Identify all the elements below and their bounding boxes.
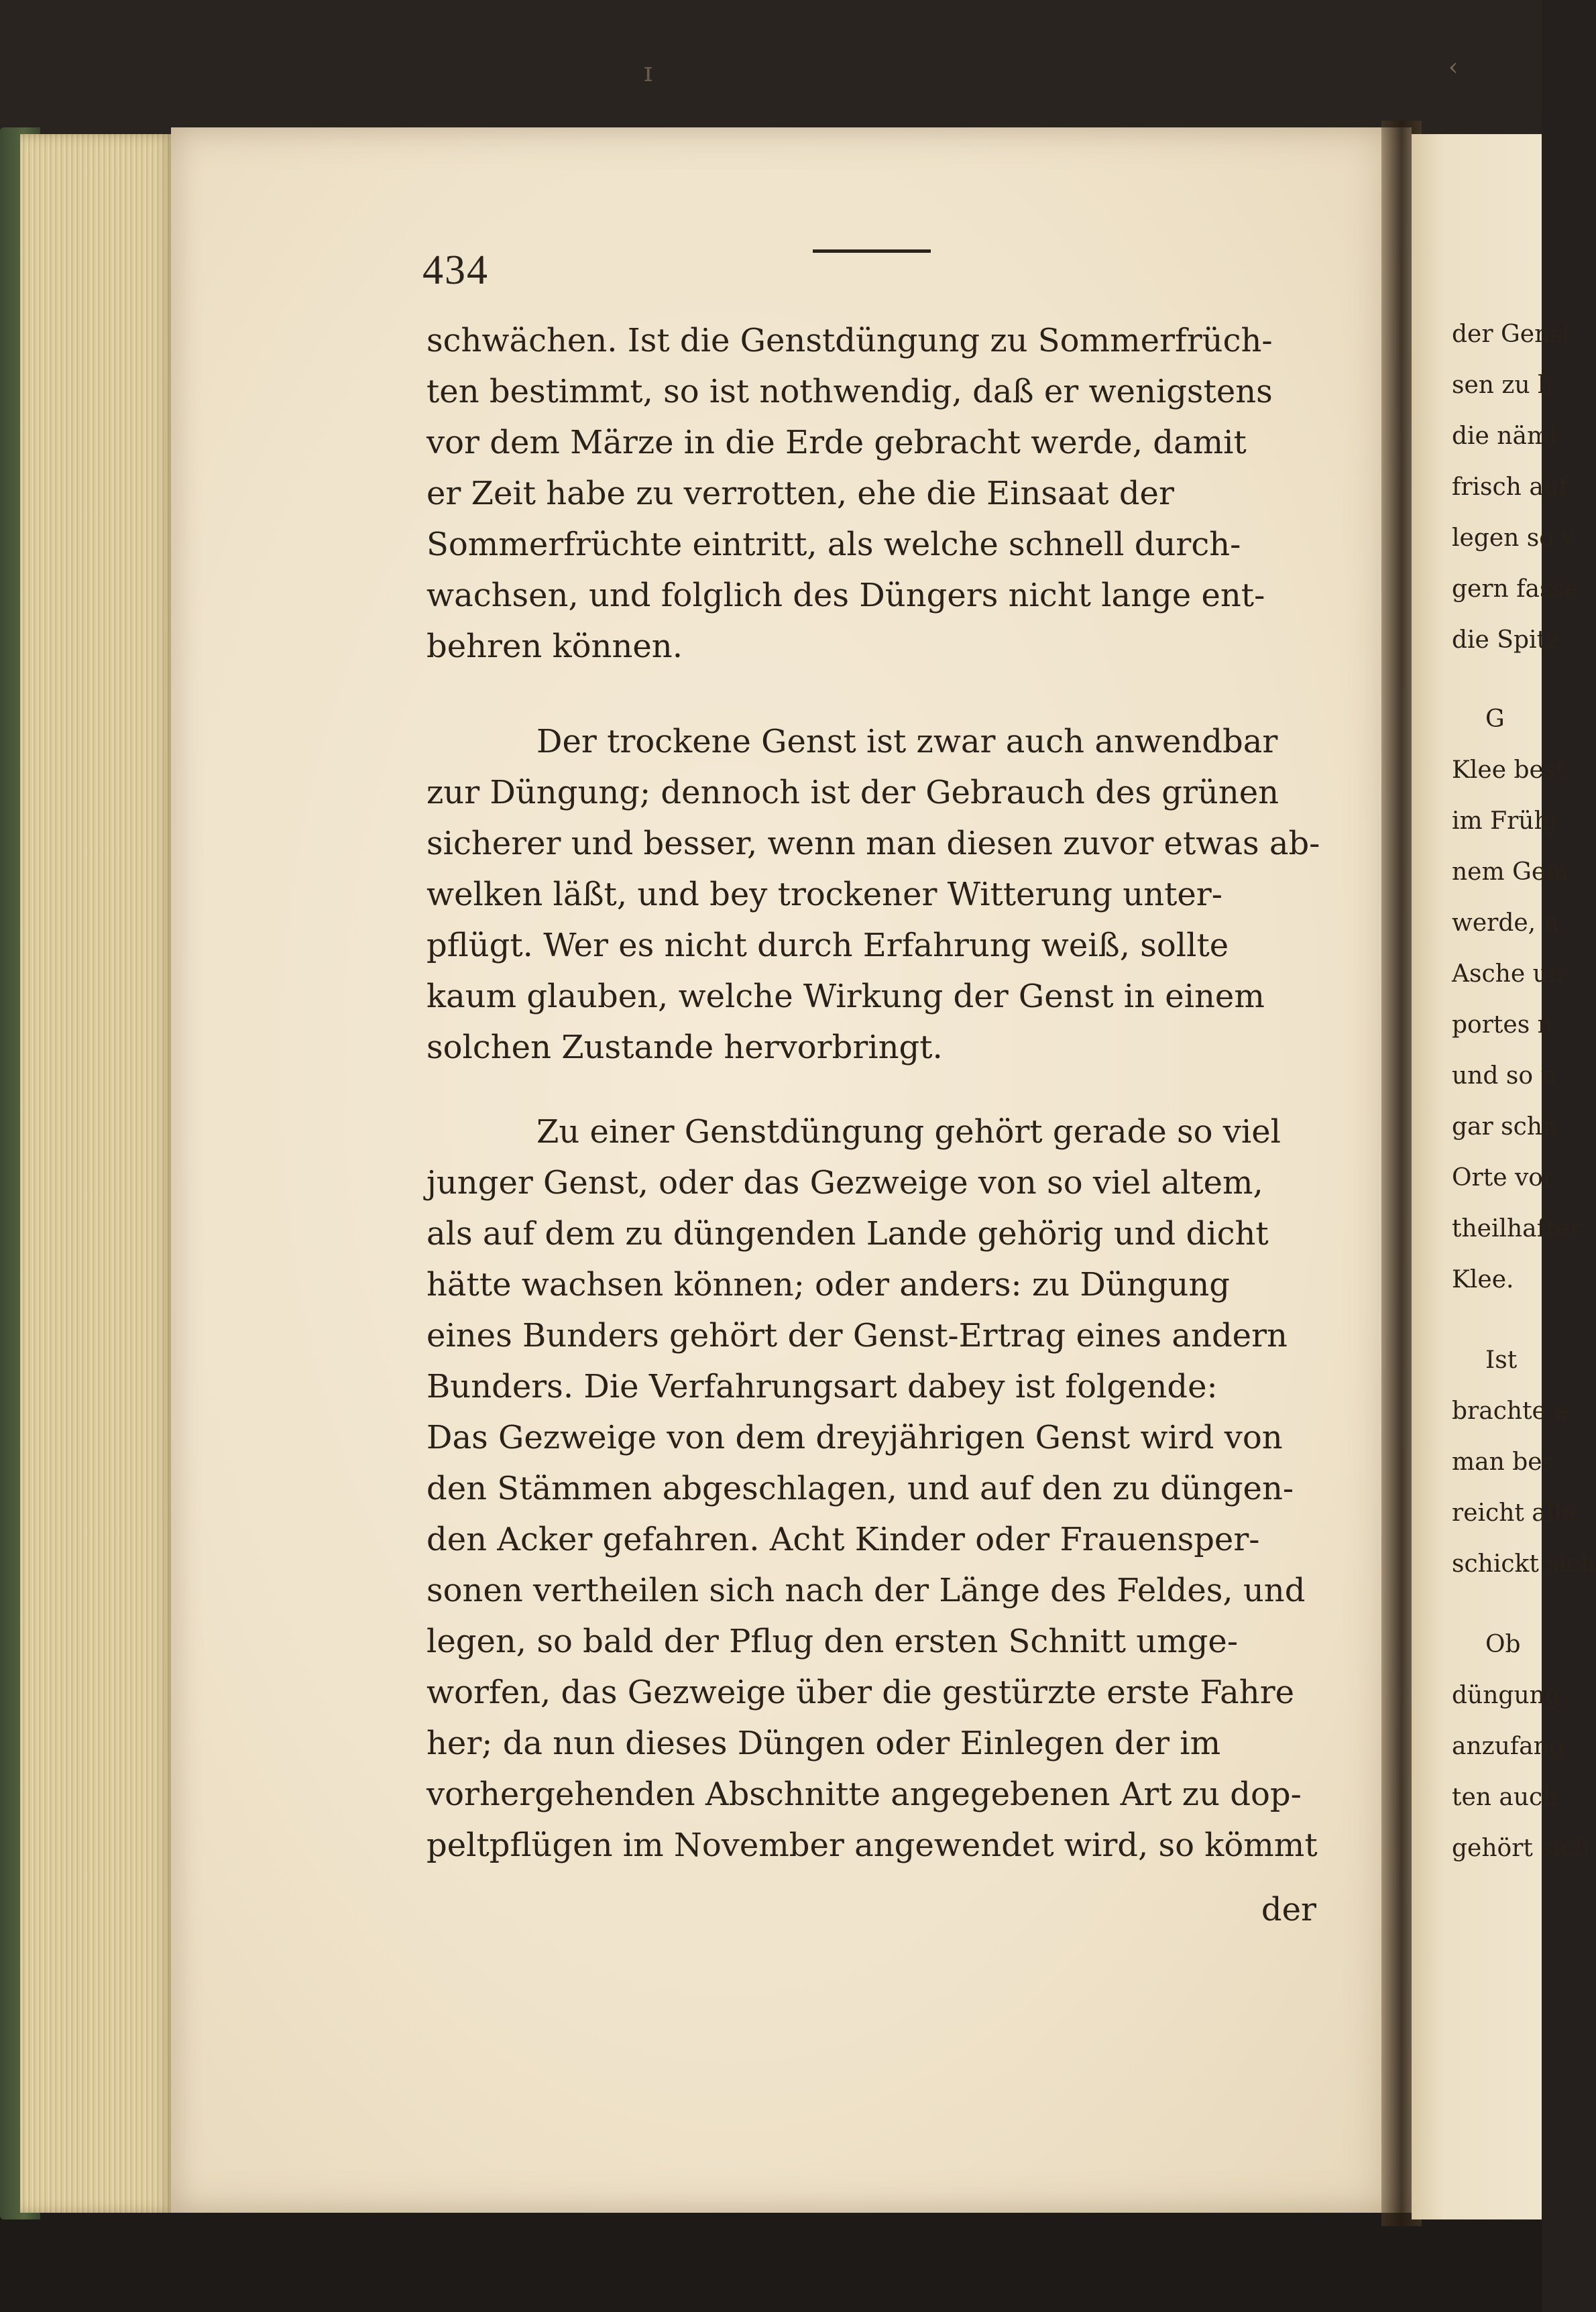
right-page-line: man bes bbox=[1452, 1448, 1555, 1476]
text-line: vor dem Märze in die Erde gebracht werde, damit bbox=[426, 424, 1247, 461]
right-page-line: gar schn bbox=[1452, 1113, 1558, 1141]
text-line: er Zeit habe zu verrotten, ehe die Einsaat der bbox=[426, 475, 1174, 512]
right-page-line: reicht alle bbox=[1452, 1499, 1577, 1527]
right-page-line: der Genst bbox=[1452, 321, 1573, 348]
right-page-line: theilhafter bbox=[1452, 1215, 1581, 1242]
text-line: Das Gezweige von dem dreyjährigen Genst wird von bbox=[426, 1419, 1283, 1456]
text-line: zur Düngung; dennoch ist der Gebrauch des grünen bbox=[426, 774, 1279, 811]
catchword: der bbox=[1261, 1891, 1316, 1928]
right-page-line: gern fasse bbox=[1452, 575, 1579, 603]
text-line: sonen vertheilen sich nach der Länge des Feldes, und bbox=[426, 1572, 1306, 1609]
right-page-line: Ob bbox=[1485, 1631, 1521, 1658]
text-line: Sommerfrüchte eintritt, als welche schnell durch- bbox=[426, 526, 1241, 563]
text-line: peltpflügen im November angewendet wird, so kömmt bbox=[426, 1827, 1318, 1864]
right-page-line: die näml bbox=[1452, 422, 1558, 450]
text-line: junger Genst, oder das Gezweige von so viel altem, bbox=[426, 1164, 1263, 1202]
right-page-line: Ist bbox=[1485, 1346, 1518, 1374]
right-page-line: Klee best bbox=[1452, 756, 1566, 784]
right-page-line: nem Gem bbox=[1452, 858, 1569, 886]
right-page-line: Klee. bbox=[1452, 1266, 1514, 1293]
text-line: als auf dem zu düngenden Lande gehörig und dicht bbox=[426, 1215, 1269, 1253]
right-page-line: Orte vor bbox=[1452, 1164, 1555, 1192]
right-page-line: im Frühj bbox=[1452, 807, 1557, 835]
text-line: welken läßt, und bey trockener Witterung unter- bbox=[426, 876, 1222, 913]
right-page-line: und so n bbox=[1452, 1062, 1556, 1090]
right-page-partial bbox=[1412, 134, 1596, 2219]
text-line: den Acker gefahren. Acht Kinder oder Frauensper- bbox=[426, 1521, 1260, 1558]
text-line: vorhergehenden Abschnitte angegebenen Art zu dop- bbox=[426, 1776, 1302, 1813]
right-page-line: Asche un bbox=[1452, 960, 1564, 988]
text-line: Der trockene Genst ist zwar auch anwendbar bbox=[536, 723, 1278, 760]
right-page-line: werde, n bbox=[1452, 909, 1559, 937]
top-mark: ɪ bbox=[644, 57, 652, 88]
right-page-line: brachte e bbox=[1452, 1397, 1569, 1425]
right-page-line: gehört sich bbox=[1452, 1835, 1590, 1862]
right-page-line: die Spitz bbox=[1452, 626, 1559, 654]
text-line: pflügt. Wer es nicht durch Erfahrung weiß, sollte bbox=[426, 927, 1229, 964]
right-page-line: schickt sich bbox=[1452, 1550, 1596, 1578]
text-line: eines Bunders gehört der Genst-Ertrag eines andern bbox=[426, 1317, 1288, 1354]
text-line: legen, so bald der Pflug den ersten Schnitt umge- bbox=[426, 1623, 1239, 1660]
right-page-line: ten auch bbox=[1452, 1784, 1558, 1811]
text-line: solchen Zustande hervorbringt. bbox=[426, 1029, 943, 1066]
right-page-line: anzufang bbox=[1452, 1733, 1564, 1760]
page-block-edges bbox=[20, 134, 174, 2213]
text-line: her; da nun dieses Düngen oder Einlegen der im bbox=[426, 1725, 1221, 1762]
top-mark: ‹ bbox=[1448, 54, 1459, 81]
text-line: sicherer und besser, wenn man diesen zuvor etwas ab- bbox=[426, 825, 1320, 862]
right-page-line: legen so v bbox=[1452, 524, 1575, 552]
text-line: hätte wachsen können; oder anders: zu Düngung bbox=[426, 1266, 1231, 1304]
text-line: wachsen, und folglich des Düngers nicht lange ent- bbox=[426, 577, 1265, 614]
text-line: behren können. bbox=[426, 628, 683, 665]
text-line: ten bestimmt, so ist nothwendig, daß er wenigstens bbox=[426, 373, 1273, 410]
header-rule bbox=[813, 249, 931, 253]
text-line: Bunders. Die Verfahrungsart dabey ist folgende: bbox=[426, 1368, 1218, 1405]
text-line: kaum glauben, welche Wirkung der Genst in einem bbox=[426, 978, 1265, 1015]
text-line: den Stämmen abgeschlagen, und auf den zu düngen- bbox=[426, 1470, 1294, 1507]
page-number: 434 bbox=[422, 247, 489, 293]
right-page-line: düngung bbox=[1452, 1682, 1560, 1709]
right-page-line: frisch auf bbox=[1452, 473, 1569, 501]
right-page-line: portes n bbox=[1452, 1011, 1553, 1039]
right-page-line: G bbox=[1485, 705, 1505, 733]
right-page-line: sen zu li bbox=[1452, 371, 1554, 399]
text-line: Zu einer Genstdüngung gehört gerade so viel bbox=[536, 1113, 1281, 1151]
text-line: schwächen. Ist die Genstdüngung zu Sommerfrüch- bbox=[426, 322, 1273, 359]
text-line: worfen, das Gezweige über die gestürzte erste Fahre bbox=[426, 1674, 1295, 1711]
